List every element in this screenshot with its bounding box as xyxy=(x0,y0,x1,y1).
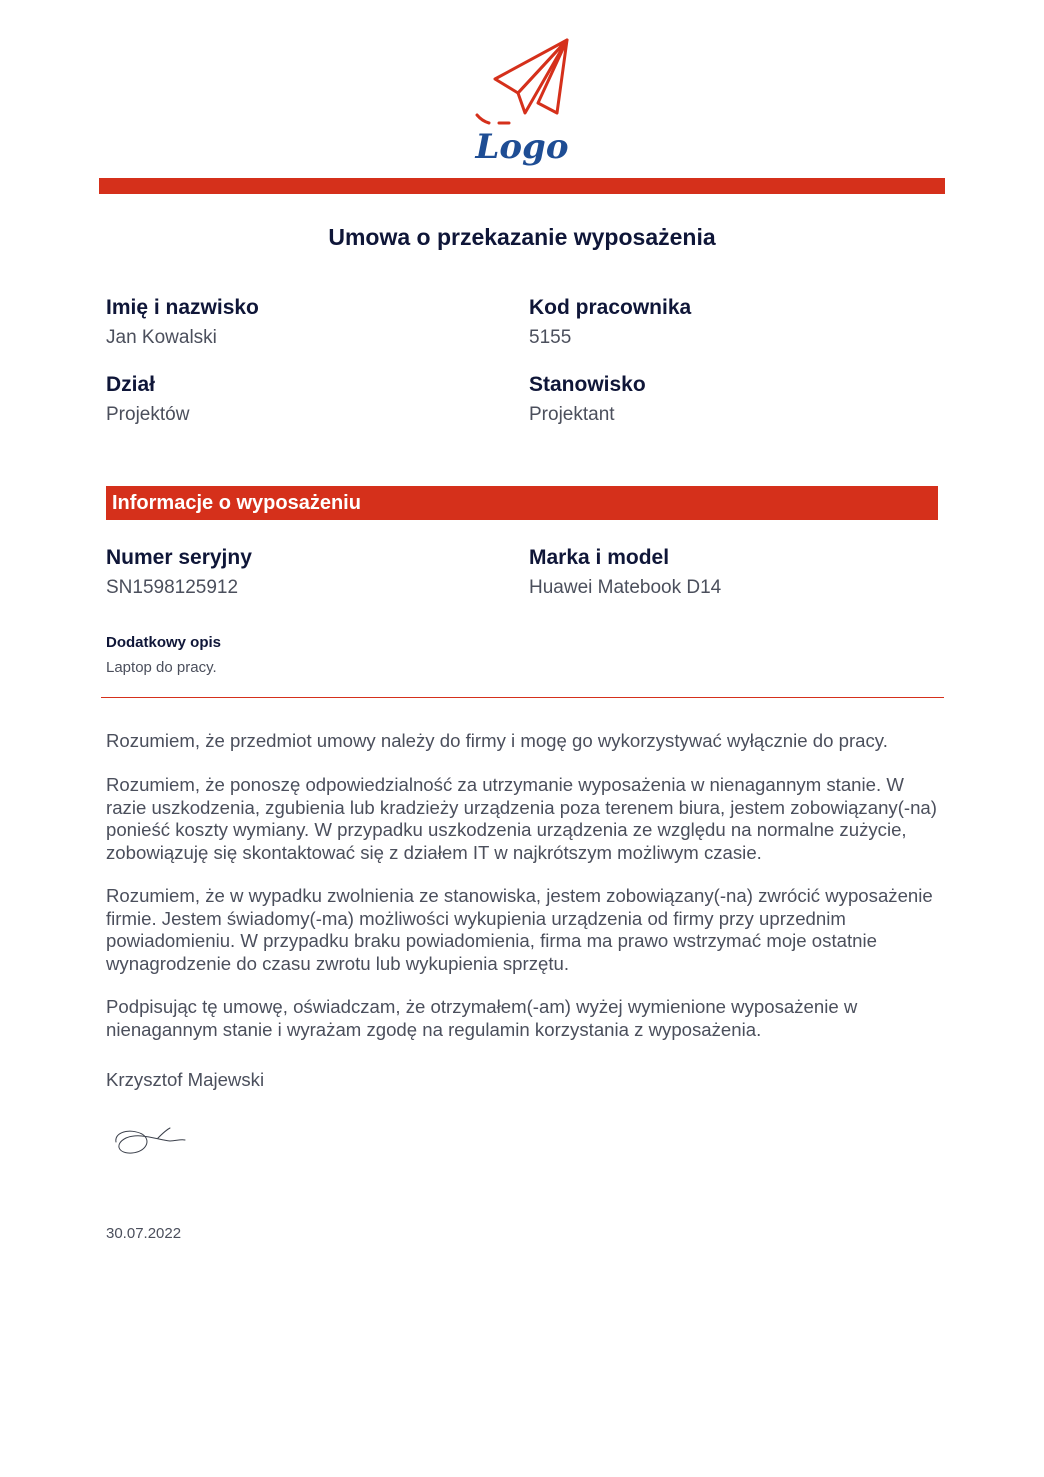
employee-name-value: Jan Kowalski xyxy=(106,327,217,348)
position-label: Stanowisko xyxy=(529,373,646,396)
terms-paragraph: Podpisując tę umowę, oświadczam, że otrzymałem(-am) wyżej wymienione wyposażenie w nienagannym stanie i wyrażam zgodę na regulamin korzystania z wyposażenia. xyxy=(106,996,858,1040)
additional-description xyxy=(106,634,221,677)
position-value: Projektant xyxy=(529,404,615,425)
terms-paragraph: Rozumiem, że ponoszę odpowiedzialność za utrzymanie wyposażenia w nienagannym stanie. W razie uszkodzenia, zgubienia lub kradzieży urządzenia poza terenem biura, jestem zobowiązany(-na) ponieść koszty wymiany. W przypadku uszkodzenia urządzenia ze względu na normalne zużycie, zobowiązuję się skontaktować się z działem IT w najkrótszym możliwym czasie. xyxy=(106,774,937,863)
logo-wordmark: Logo xyxy=(475,127,569,167)
terms-paragraph: Rozumiem, że przedmiot umowy należy do firmy i mogę go wykorzystywać wyłącznie do pracy. xyxy=(106,730,888,751)
description-value: Laptop do pracy. xyxy=(106,659,217,676)
signature-date: 30.07.2022 xyxy=(106,1225,182,1242)
signer-name: Krzysztof Majewski xyxy=(106,1069,265,1090)
serial-number-field xyxy=(106,545,252,601)
section-divider xyxy=(101,697,944,698)
employee-name-field xyxy=(106,295,259,351)
paper-plane-icon xyxy=(465,33,575,175)
department-label: Dział xyxy=(106,373,156,396)
document-title: Umowa o przekazanie wyposażenia xyxy=(328,224,716,250)
terms-paragraph: Rozumiem, że w wypadku zwolnienia ze stanowiska, jestem zobowiązany(-na) zwrócić wyposażenie firmie. Jestem świadomy(-ma) możliwości wykupienia urządzenia od firmy przy uprzednim powiadomieniu. W przypadku braku powiadomienia, firma ma prawo wstrzymać moje ostatnie wynagrodzenie do czasu zwrotu lub wykupienia sprzętu. xyxy=(106,885,933,974)
employee-name-label: Imię i nazwisko xyxy=(106,296,259,319)
department-field xyxy=(106,372,189,428)
serial-number-value: SN1598125912 xyxy=(106,577,239,598)
header-accent-bar xyxy=(99,178,945,194)
employee-code-value: 5155 xyxy=(529,327,572,348)
signature-image xyxy=(112,1122,188,1158)
equipment-section-header: Informacje o wyposażeniu xyxy=(106,486,938,520)
employee-code-field xyxy=(529,295,691,351)
brand-model-field xyxy=(529,545,721,601)
company-logo xyxy=(465,33,575,175)
description-label: Dodatkowy opis xyxy=(106,634,222,651)
brand-model-label: Marka i model xyxy=(529,546,670,569)
brand-model-value: Huawei Matebook D14 xyxy=(529,577,722,598)
department-value: Projektów xyxy=(106,404,190,425)
position-field xyxy=(529,372,646,428)
serial-number-label: Numer seryjny xyxy=(106,546,252,569)
employee-code-label: Kod pracownika xyxy=(529,296,692,319)
